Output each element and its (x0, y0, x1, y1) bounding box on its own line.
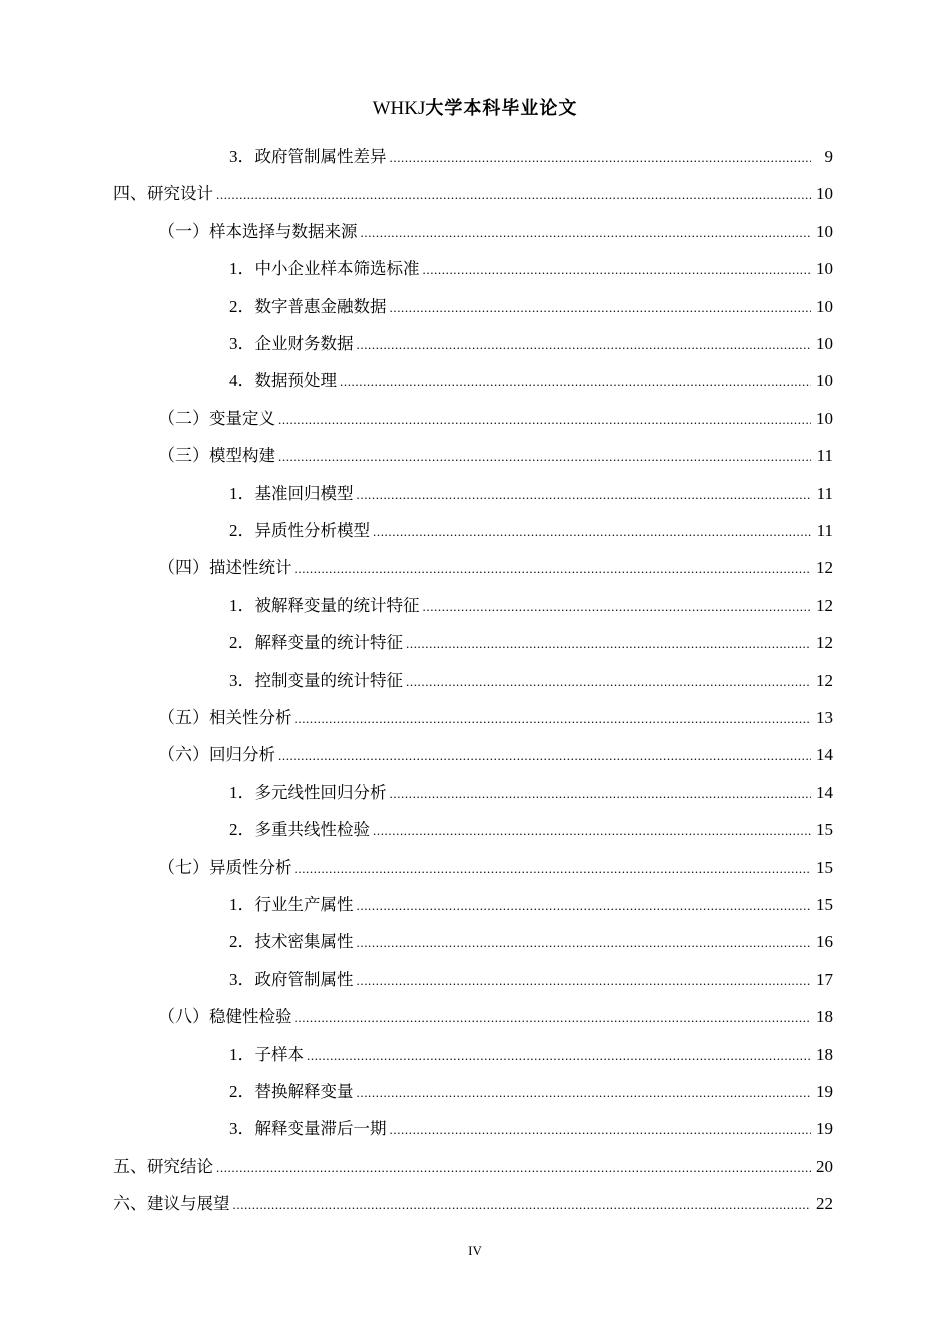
toc-entry-page: 12 (816, 670, 833, 690)
toc-entry-page: 12 (816, 558, 833, 578)
header-university-code: WHKJ (372, 98, 426, 119)
toc-entry-title: 描述性统计 (209, 558, 292, 578)
toc-entry-page: 11 (816, 446, 833, 466)
toc-entry[interactable] (158, 1004, 833, 1030)
toc-dot-leader (390, 145, 812, 171)
toc-entry-number: （一） (158, 221, 209, 241)
toc-dot-leader (357, 893, 812, 919)
toc-entry-page: 16 (816, 932, 833, 952)
toc-dot-leader (357, 968, 812, 994)
toc-entry-title: 行业生产属性 (254, 895, 354, 914)
toc-dot-leader (278, 743, 811, 769)
toc-dot-leader (295, 706, 812, 732)
page-number: IV (468, 1243, 482, 1258)
toc-entry[interactable] (113, 181, 833, 207)
toc-entry-page: 12 (816, 595, 833, 615)
toc-entry-page: 20 (816, 1156, 833, 1176)
toc-dot-leader (278, 407, 811, 433)
toc-entry-number: 2． (229, 521, 255, 540)
toc-entry-page: 10 (816, 371, 833, 391)
toc-entry-number: 六、 (113, 1194, 147, 1214)
toc-entry[interactable] (113, 1154, 833, 1180)
toc-entry-number: 1． (229, 259, 255, 279)
toc-entry-title: 企业财务数据 (254, 334, 354, 353)
toc-entry-page: 22 (816, 1194, 833, 1214)
toc-entry[interactable] (229, 368, 833, 394)
toc-entry[interactable] (158, 705, 833, 731)
toc-entry-page: 15 (816, 895, 833, 914)
toc-entry-page: 13 (816, 708, 833, 727)
toc-entry[interactable] (158, 219, 833, 245)
toc-dot-leader (373, 519, 811, 545)
toc-entry[interactable] (158, 443, 833, 469)
toc-entry-title: 异质性分析模型 (254, 521, 370, 540)
toc-entry[interactable] (229, 294, 833, 320)
toc-entry-title: 多重共线性检验 (254, 820, 370, 840)
toc-dot-leader (295, 556, 812, 582)
toc-entry-number: 3． (229, 334, 255, 353)
toc-entry-title: 政府管制属性 (254, 969, 354, 989)
toc-entry-page: 14 (816, 745, 833, 765)
toc-entry-title: 政府管制属性差异 (254, 147, 387, 166)
toc-dot-leader (307, 1043, 811, 1069)
toc-dot-leader (406, 669, 811, 695)
toc-entry-page: 19 (816, 1082, 833, 1101)
toc-entry-number: 3． (229, 1119, 255, 1139)
toc-entry-title: 技术密集属性 (254, 932, 354, 952)
toc-entry-page: 11 (816, 521, 833, 540)
toc-entry[interactable] (229, 780, 833, 806)
header-title: 大学本科毕业论文 (425, 98, 578, 119)
toc-entry[interactable] (158, 555, 833, 581)
toc-entry-page: 15 (816, 820, 833, 840)
toc-entry[interactable] (229, 593, 833, 619)
toc-entry[interactable] (229, 630, 833, 656)
toc-entry[interactable] (229, 967, 833, 993)
toc-entry[interactable] (229, 256, 833, 282)
toc-entry-title: 基准回归模型 (254, 483, 354, 503)
toc-entry-page: 10 (816, 296, 833, 316)
toc-entry[interactable] (229, 892, 833, 918)
toc-dot-leader (361, 220, 812, 246)
toc-entry-title: 研究设计 (147, 184, 213, 204)
toc-entry[interactable] (158, 742, 833, 768)
toc-dot-leader (390, 295, 812, 321)
toc-entry-title: 被解释变量的统计特征 (254, 595, 420, 615)
toc-entry-number: （五） (158, 708, 209, 727)
toc-entry-title: 控制变量的统计特征 (254, 670, 403, 690)
toc-dot-leader (357, 332, 812, 358)
toc-entry-page: 12 (816, 633, 833, 653)
toc-entry[interactable] (229, 518, 833, 544)
toc-entry-page: 15 (816, 857, 833, 877)
toc-entry-page: 10 (816, 184, 833, 204)
toc-dot-leader (278, 444, 811, 470)
toc-entry-title: 数字普惠金融数据 (254, 296, 387, 316)
toc-entry[interactable] (229, 817, 833, 843)
toc-dot-leader (216, 1155, 811, 1181)
toc-entry[interactable] (229, 331, 833, 357)
toc-dot-leader (390, 1117, 812, 1143)
toc-dot-leader (423, 257, 812, 283)
toc-entry-number: 1． (229, 595, 255, 615)
toc-entry-title: 稳健性检验 (209, 1007, 292, 1027)
toc-dot-leader (423, 594, 812, 620)
toc-entry[interactable] (229, 1079, 833, 1105)
toc-entry-number: （三） (158, 446, 209, 466)
toc-entry-title: 建议与展望 (147, 1194, 230, 1214)
toc-entry[interactable] (229, 668, 833, 694)
toc-entry-title: 回归分析 (209, 745, 275, 765)
toc-dot-leader (295, 856, 812, 882)
toc-entry-title: 数据预处理 (254, 371, 337, 391)
toc-entry-number: （六） (158, 745, 209, 765)
toc-entry[interactable] (229, 144, 833, 170)
toc-entry-title: 异质性分析 (209, 857, 292, 877)
toc-entry-title: 中小企业样本筛选标准 (254, 259, 420, 279)
toc-entry[interactable] (158, 855, 833, 881)
toc-entry-page: 14 (816, 782, 833, 802)
toc-entry-number: 五、 (113, 1156, 147, 1176)
toc-entry-page: 18 (816, 1044, 833, 1064)
toc-entry-number: 2． (229, 633, 255, 653)
toc-dot-leader (357, 930, 812, 956)
toc-entry-number: 1． (229, 782, 255, 802)
toc-dot-leader (233, 1192, 812, 1218)
toc-entry-number: 4． (229, 371, 255, 391)
toc-entry[interactable] (229, 481, 833, 507)
toc-entry-page: 19 (816, 1119, 833, 1139)
toc-entry-page: 9 (824, 147, 833, 166)
toc-entry-page: 10 (816, 221, 833, 241)
toc-entry-title: 解释变量的统计特征 (254, 633, 403, 653)
toc-entry-number: 3． (229, 670, 255, 690)
toc-entry-number: 四、 (113, 184, 147, 204)
toc-entry-number: 1． (229, 483, 255, 503)
toc-entry-number: （八） (158, 1007, 209, 1027)
toc-dot-leader (216, 182, 811, 208)
toc-entry-title: 子样本 (254, 1044, 304, 1064)
toc-entry-number: （二） (158, 408, 209, 428)
toc-dot-leader (406, 631, 811, 657)
toc-entry-title: 变量定义 (209, 408, 275, 428)
toc-entry[interactable] (158, 406, 833, 432)
toc-entry[interactable] (113, 1191, 833, 1217)
toc-entry-number: 3． (229, 147, 255, 166)
toc-entry-page: 18 (816, 1007, 833, 1027)
toc-entry-number: 1． (229, 895, 255, 914)
toc-entry-number: 3． (229, 969, 255, 989)
toc-entry-number: （四） (158, 558, 209, 578)
toc-entry-page: 11 (816, 483, 833, 503)
toc-entry-number: 2． (229, 932, 255, 952)
toc-entry-number: 2． (229, 820, 255, 840)
toc-entry-title: 研究结论 (147, 1156, 213, 1176)
toc-dot-leader (357, 1080, 812, 1106)
toc-dot-leader (390, 781, 812, 807)
toc-entry-title: 替换解释变量 (254, 1082, 354, 1101)
toc-entry-title: 解释变量滞后一期 (254, 1119, 387, 1139)
toc-entry-number: 2． (229, 1082, 255, 1101)
toc-entry-title: 多元线性回归分析 (254, 782, 387, 802)
toc-entry-page: 10 (816, 408, 833, 428)
toc-entry-number: 2． (229, 296, 255, 316)
toc-entry[interactable] (229, 929, 833, 955)
page-header (0, 94, 950, 120)
toc-entry[interactable] (229, 1116, 833, 1142)
toc-entry-number: 1． (229, 1044, 255, 1064)
toc-entry-page: 10 (816, 259, 833, 279)
toc-dot-leader (373, 818, 811, 844)
toc-dot-leader (295, 1005, 812, 1031)
toc-entry-page: 17 (816, 969, 833, 989)
toc-entry-number: （七） (158, 857, 209, 877)
toc-dot-leader (340, 369, 811, 395)
toc-dot-leader (357, 482, 812, 508)
toc-entry-title: 模型构建 (209, 446, 275, 466)
toc-entry-page: 10 (816, 334, 833, 353)
toc-entry-title: 样本选择与数据来源 (209, 221, 358, 241)
toc-entry[interactable] (229, 1042, 833, 1068)
toc-entry-title: 相关性分析 (209, 708, 292, 727)
